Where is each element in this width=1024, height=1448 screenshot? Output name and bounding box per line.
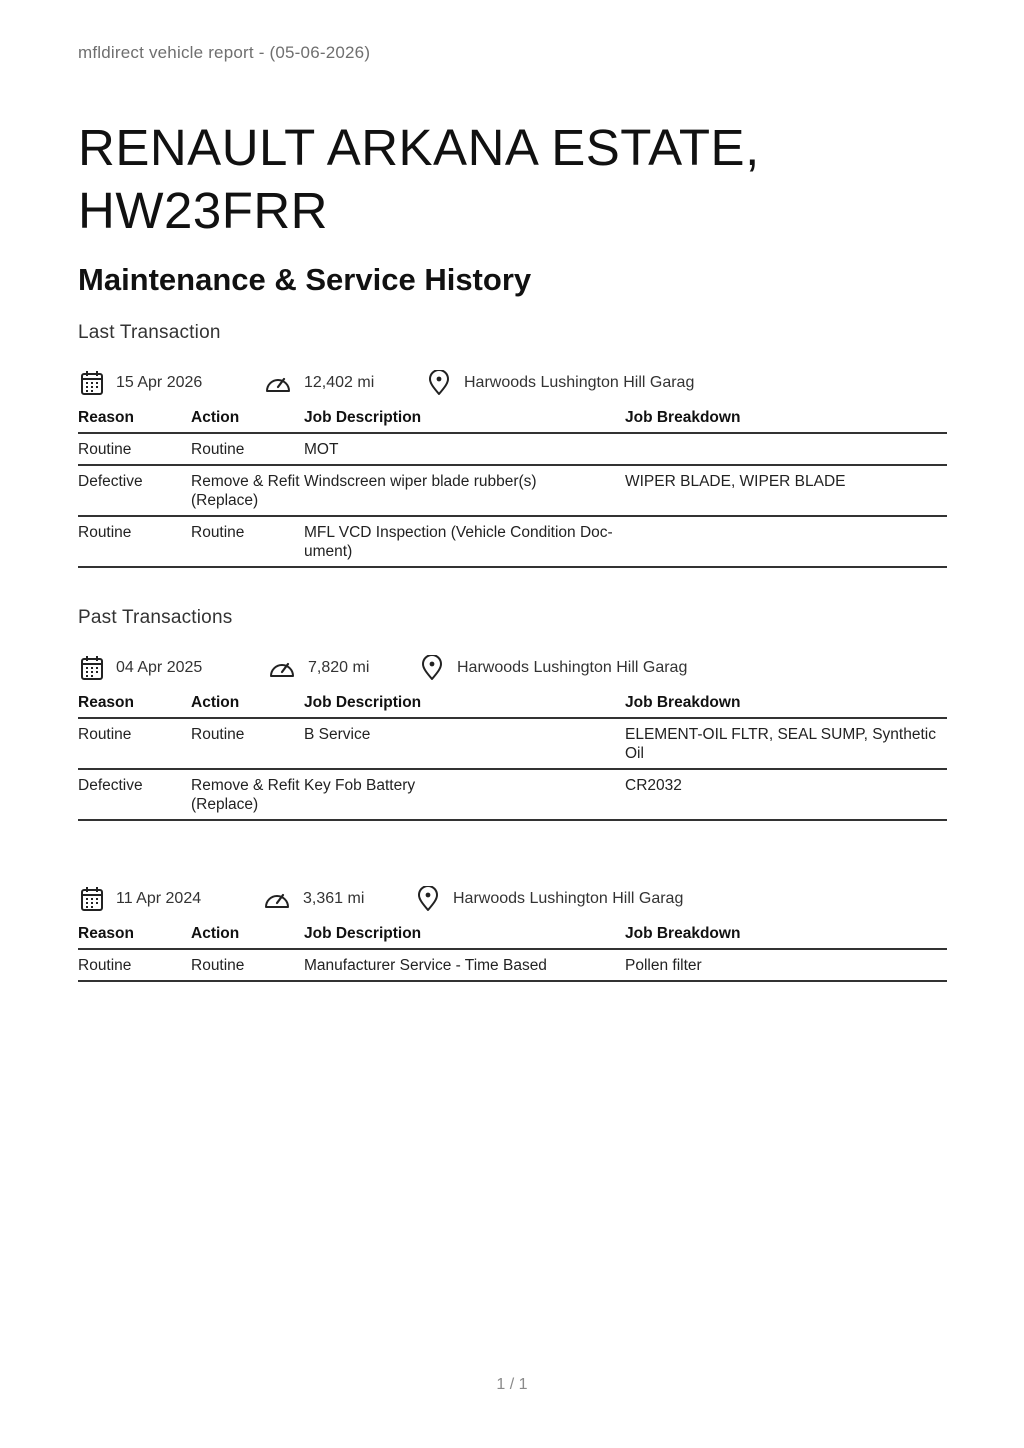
table-row <box>78 433 947 465</box>
vehicle-title-line2: HW23FRR <box>78 182 329 239</box>
transaction-meta <box>78 884 947 914</box>
header-job-description: Job Description <box>304 923 625 949</box>
table-row <box>78 465 947 516</box>
location-text: Harwoods Lushington Hill Garag <box>464 374 695 391</box>
header-job-description: Job Description <box>304 407 625 433</box>
cell-job-description: Key Fob Battery <box>304 769 625 820</box>
cell-action: Routine <box>191 516 304 567</box>
speedometer-icon <box>268 657 296 679</box>
transaction-date <box>80 368 202 398</box>
date-text: 04 Apr 2025 <box>116 659 203 676</box>
cell-job-breakdown: ELEMENT-OIL FLTR, SEAL SUMP, Synthetic Oil <box>625 718 947 769</box>
calendar-icon <box>80 370 104 396</box>
transaction-meta <box>78 368 947 398</box>
location-pin-icon <box>421 655 443 681</box>
report-header: mfldirect vehicle report - (05-06-2026) <box>78 43 371 62</box>
transaction-date <box>80 653 202 683</box>
cell-action: Routine <box>191 949 304 981</box>
vehicle-title <box>78 116 760 242</box>
transaction-location <box>421 653 687 683</box>
transaction-mileage <box>264 368 374 398</box>
transaction-mileage <box>268 653 369 683</box>
cell-action: Routine <box>191 433 304 465</box>
cell-reason: Routine <box>78 718 191 769</box>
header-reason: Reason <box>78 407 191 433</box>
cell-job-breakdown <box>625 516 947 567</box>
table-header-row <box>78 923 947 949</box>
cell-reason: Routine <box>78 433 191 465</box>
header-reason: Reason <box>78 692 191 718</box>
transaction-meta <box>78 653 947 683</box>
table-header-row <box>78 692 947 718</box>
vehicle-title-line1: RENAULT ARKANA ESTATE, <box>78 119 760 176</box>
transaction-block <box>78 368 947 568</box>
cell-action: Routine <box>191 718 304 769</box>
transaction-block <box>78 653 947 821</box>
table-header-row <box>78 407 947 433</box>
table-row <box>78 949 947 981</box>
past-transactions-heading: Past Transactions <box>78 607 233 628</box>
transaction-location <box>417 884 683 914</box>
cell-job-breakdown: Pollen filter <box>625 949 947 981</box>
table-row <box>78 516 947 567</box>
header-job-breakdown: Job Breakdown <box>625 407 947 433</box>
cell-job-description: MOT <box>304 433 625 465</box>
jobs-table <box>78 923 947 982</box>
cell-reason: Routine <box>78 516 191 567</box>
location-pin-icon <box>417 886 439 912</box>
cell-job-breakdown: WIPER BLADE, WIPER BLADE <box>625 465 947 516</box>
cell-job-description: MFL VCD Inspection (Vehicle Condition Doc-ument) <box>304 516 625 567</box>
speedometer-icon <box>263 888 291 910</box>
header-action: Action <box>191 923 304 949</box>
header-action: Action <box>191 692 304 718</box>
header-job-description: Job Description <box>304 692 625 718</box>
cell-reason: Defective <box>78 769 191 820</box>
cell-action: Remove & Refit (Replace) <box>191 769 304 820</box>
mileage-text: 12,402 mi <box>304 374 375 391</box>
location-text: Harwoods Lushington Hill Garag <box>453 890 684 907</box>
calendar-icon <box>80 886 104 912</box>
date-text: 15 Apr 2026 <box>116 374 203 391</box>
jobs-table <box>78 407 947 568</box>
page-indicator: 1 / 1 <box>496 1376 528 1393</box>
header-reason: Reason <box>78 923 191 949</box>
transaction-location <box>428 368 694 398</box>
table-row <box>78 718 947 769</box>
table-row <box>78 769 947 820</box>
cell-action: Remove & Refit (Replace) <box>191 465 304 516</box>
header-action: Action <box>191 407 304 433</box>
mileage-text: 3,361 mi <box>303 890 365 907</box>
last-transaction-heading: Last Transaction <box>78 322 221 343</box>
cell-job-description: Manufacturer Service - Time Based <box>304 949 625 981</box>
transaction-mileage <box>263 884 364 914</box>
jobs-table <box>78 692 947 821</box>
location-pin-icon <box>428 370 450 396</box>
cell-job-description: B Service <box>304 718 625 769</box>
cell-reason: Routine <box>78 949 191 981</box>
section-heading: Maintenance & Service History <box>78 262 532 297</box>
calendar-icon <box>80 655 104 681</box>
header-job-breakdown: Job Breakdown <box>625 923 947 949</box>
transaction-date <box>80 884 201 914</box>
cell-job-breakdown: CR2032 <box>625 769 947 820</box>
date-text: 11 Apr 2024 <box>116 890 202 907</box>
cell-job-breakdown <box>625 433 947 465</box>
cell-job-description: Windscreen wiper blade rubber(s) <box>304 465 625 516</box>
transaction-block <box>78 884 947 982</box>
speedometer-icon <box>264 372 292 394</box>
cell-reason: Defective <box>78 465 191 516</box>
location-text: Harwoods Lushington Hill Garag <box>457 659 688 676</box>
header-job-breakdown: Job Breakdown <box>625 692 947 718</box>
mileage-text: 7,820 mi <box>308 659 370 676</box>
